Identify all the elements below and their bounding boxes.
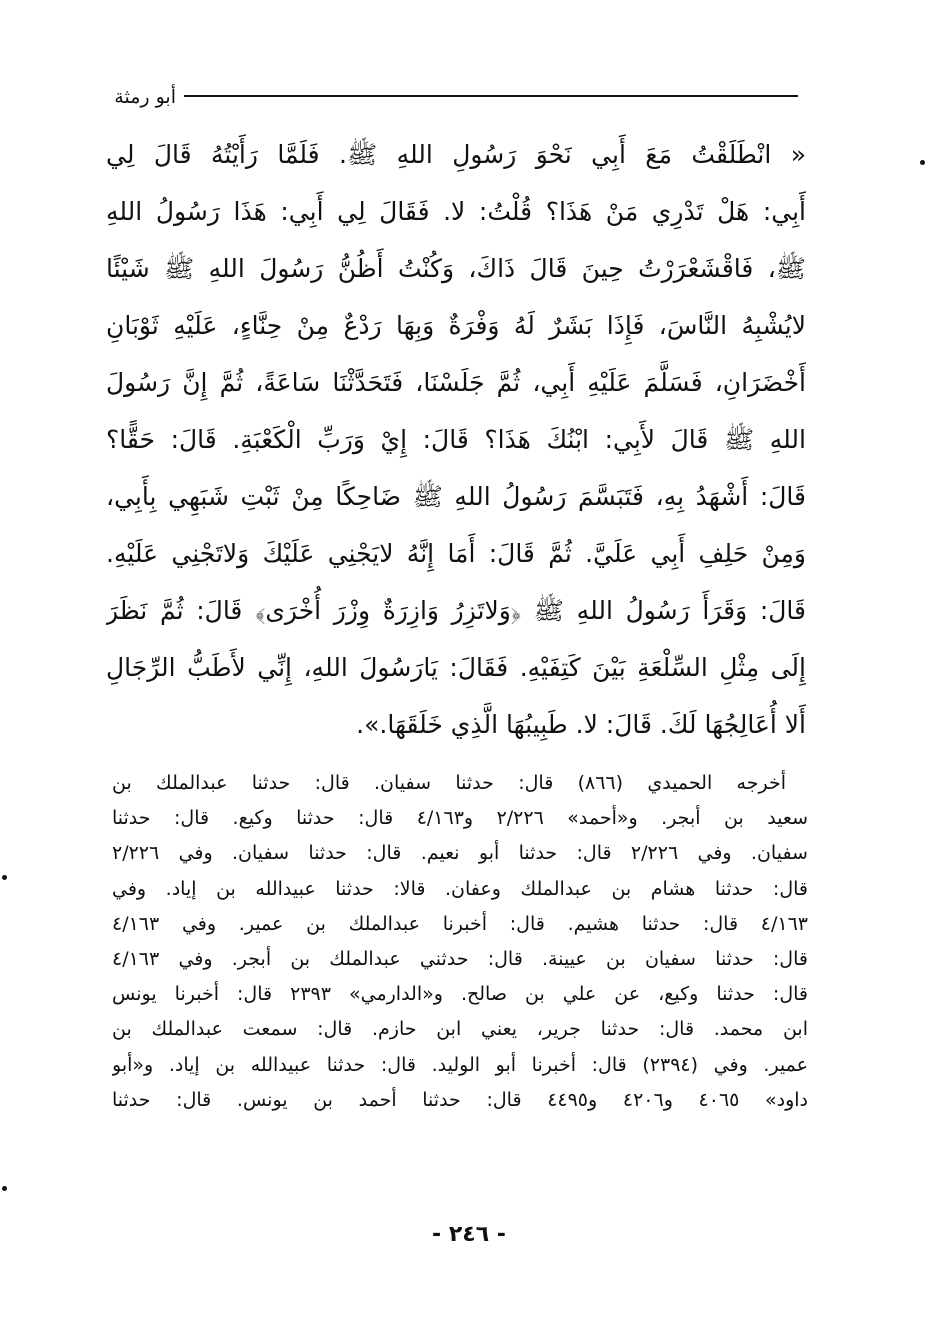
header-rule [184, 95, 798, 97]
hadith-line: أَخْضَرَانِ، فَسَلَّمَ عَلَيْهِ أَبِي، ثُمَّ جَلَسْنَا، فَتَحَدَّثْنَا سَاعَةً، ثُمَّ إِنَّ رَسُولَ [106, 368, 806, 397]
hadith-line: أَلا أُعَالِجُهَا لَكَ. قَالَ: لا. طَبِيبُهَا الَّذِي خَلَقَهَا.». [356, 710, 806, 739]
hadith-line: قَالَ: أَشْهَدُ بِهِ، فَتَبَسَّمَ رَسُولُ اللهِ ﷺ ضَاحِكًا مِنْ ثَبْتِ شَبَهِي بِأَبِي، [106, 482, 806, 511]
note-line: قال: حدثنا هشام بن عبدالملك وعفان. قالا: حدثنا عبيدالله بن إياد. وفي [112, 877, 808, 900]
hadith-line: إِلَى مِثْلِ السِّلْعَةِ بَيْنَ كَتِفَيْهِ. فَقَالَ: يَارَسُولَ اللهِ، إِنِّي لأَطَبُّ الرِّجَالِ [106, 653, 806, 682]
takhrij-notes [112, 766, 808, 1118]
note-line: أخرجه الحميدي (٨٦٦) قال: حدثنا سفيان. قال: حدثنا عبدالملك بن [112, 772, 786, 794]
margin-mark [2, 1186, 7, 1191]
hadith-line: لايُشْبِهُ النَّاسَ، فَإِذَا بَشَرٌ لَهُ وَفْرَةٌ وَبِهَا رَدْعٌ مِنْ حِنَّاءٍ، عَلَيْهِ ثَوْبَانِ [106, 311, 806, 340]
note-line: قال: حدثنا وكيع، عن علي بن صالح. و«الدارمي» ٢٣٩٣ قال: أخبرنا يونس [112, 983, 808, 1006]
hadith-line: ﷺ، فَاقْشَعْرَرْتُ حِينَ قَالَ ذَاكَ، وَكُنْتُ أَظُنُّ رَسُولَ اللهِ ﷺ شَيْئًا [106, 254, 806, 283]
note-line: سفيان. وفي ٢/٢٢٦ قال: حدثنا أبو نعيم. قال: حدثنا سفيان. وفي ٢/٢٢٦ [112, 842, 808, 865]
note-line: داود» ٤٠٦٥ و٤٢٠٦ و٤٤٩٥ قال: حدثنا أحمد بن يونس. قال: حدثنا [112, 1088, 808, 1111]
note-line: ابن محمد. قال: حدثنا جرير، يعني ابن حازم. قال: سمعت عبدالملك بن [112, 1018, 808, 1041]
hadith-line: اللهِ ﷺ قَالَ لأَبِي: ابْنُكَ هَذَا؟ قَالَ: إِيْ وَرَبِّ الْكَعْبَةِ. قَالَ: حَقًّا؟ [106, 425, 806, 454]
page-number: - ٢٤٦ - [432, 1222, 506, 1247]
note-line: سعيد بن أبجر. و«أحمد» ٢/٢٢٦ و٤/١٦٣ قال: حدثنا وكيع. قال: حدثنا [112, 807, 808, 830]
note-line: عمير. وفي (٢٣٩٤) قال: أخبرنا أبو الوليد. قال: حدثنا عبيدالله بن إياد. و«أبو [112, 1053, 808, 1076]
hadith-line: قَالَ: وَقَرَأَ رَسُولُ اللهِ ﷺ ﴿وَلاتَزِرُ وَازِرَةٌ وِزْرَ أُخْرَى﴾ قَالَ: ثُمَّ نَظَرَ [106, 596, 806, 625]
running-header-title: أبو رمثة [114, 86, 176, 108]
margin-mark [920, 160, 925, 165]
hadith-text [106, 126, 806, 753]
note-line: ٤/١٦٣ قال: حدثنا هشيم. قال: أخبرنا عبدالملك بن عمير. وفي ٤/١٦٣ [112, 912, 808, 935]
hadith-line: « انْطَلَقْتُ مَعَ أَبِي نَحْوَ رَسُولِ اللهِ ﷺ. فَلَمَّا رَأَيْتُهُ قَالَ لِي [106, 140, 806, 169]
note-line: قال: حدثنا سفيان بن عيينة. قال: حدثني عبدالملك بن أبجر. وفي ٤/١٦٣ [112, 947, 808, 970]
margin-mark [2, 875, 7, 880]
hadith-line: وَمِنْ حَلِفِ أَبِي عَلَيَّ. ثُمَّ قَالَ: أَمَا إِنَّهُ لايَجْنِي عَلَيْكَ وَلاتَجْنِي عَلَيْهِ. [106, 539, 806, 568]
hadith-line: أَبِي: هَلْ تَدْرِي مَنْ هَذَا؟ قُلْتُ: لا. فَقَالَ لِي أَبِي: هَذَا رَسُولُ اللهِ [106, 197, 806, 226]
